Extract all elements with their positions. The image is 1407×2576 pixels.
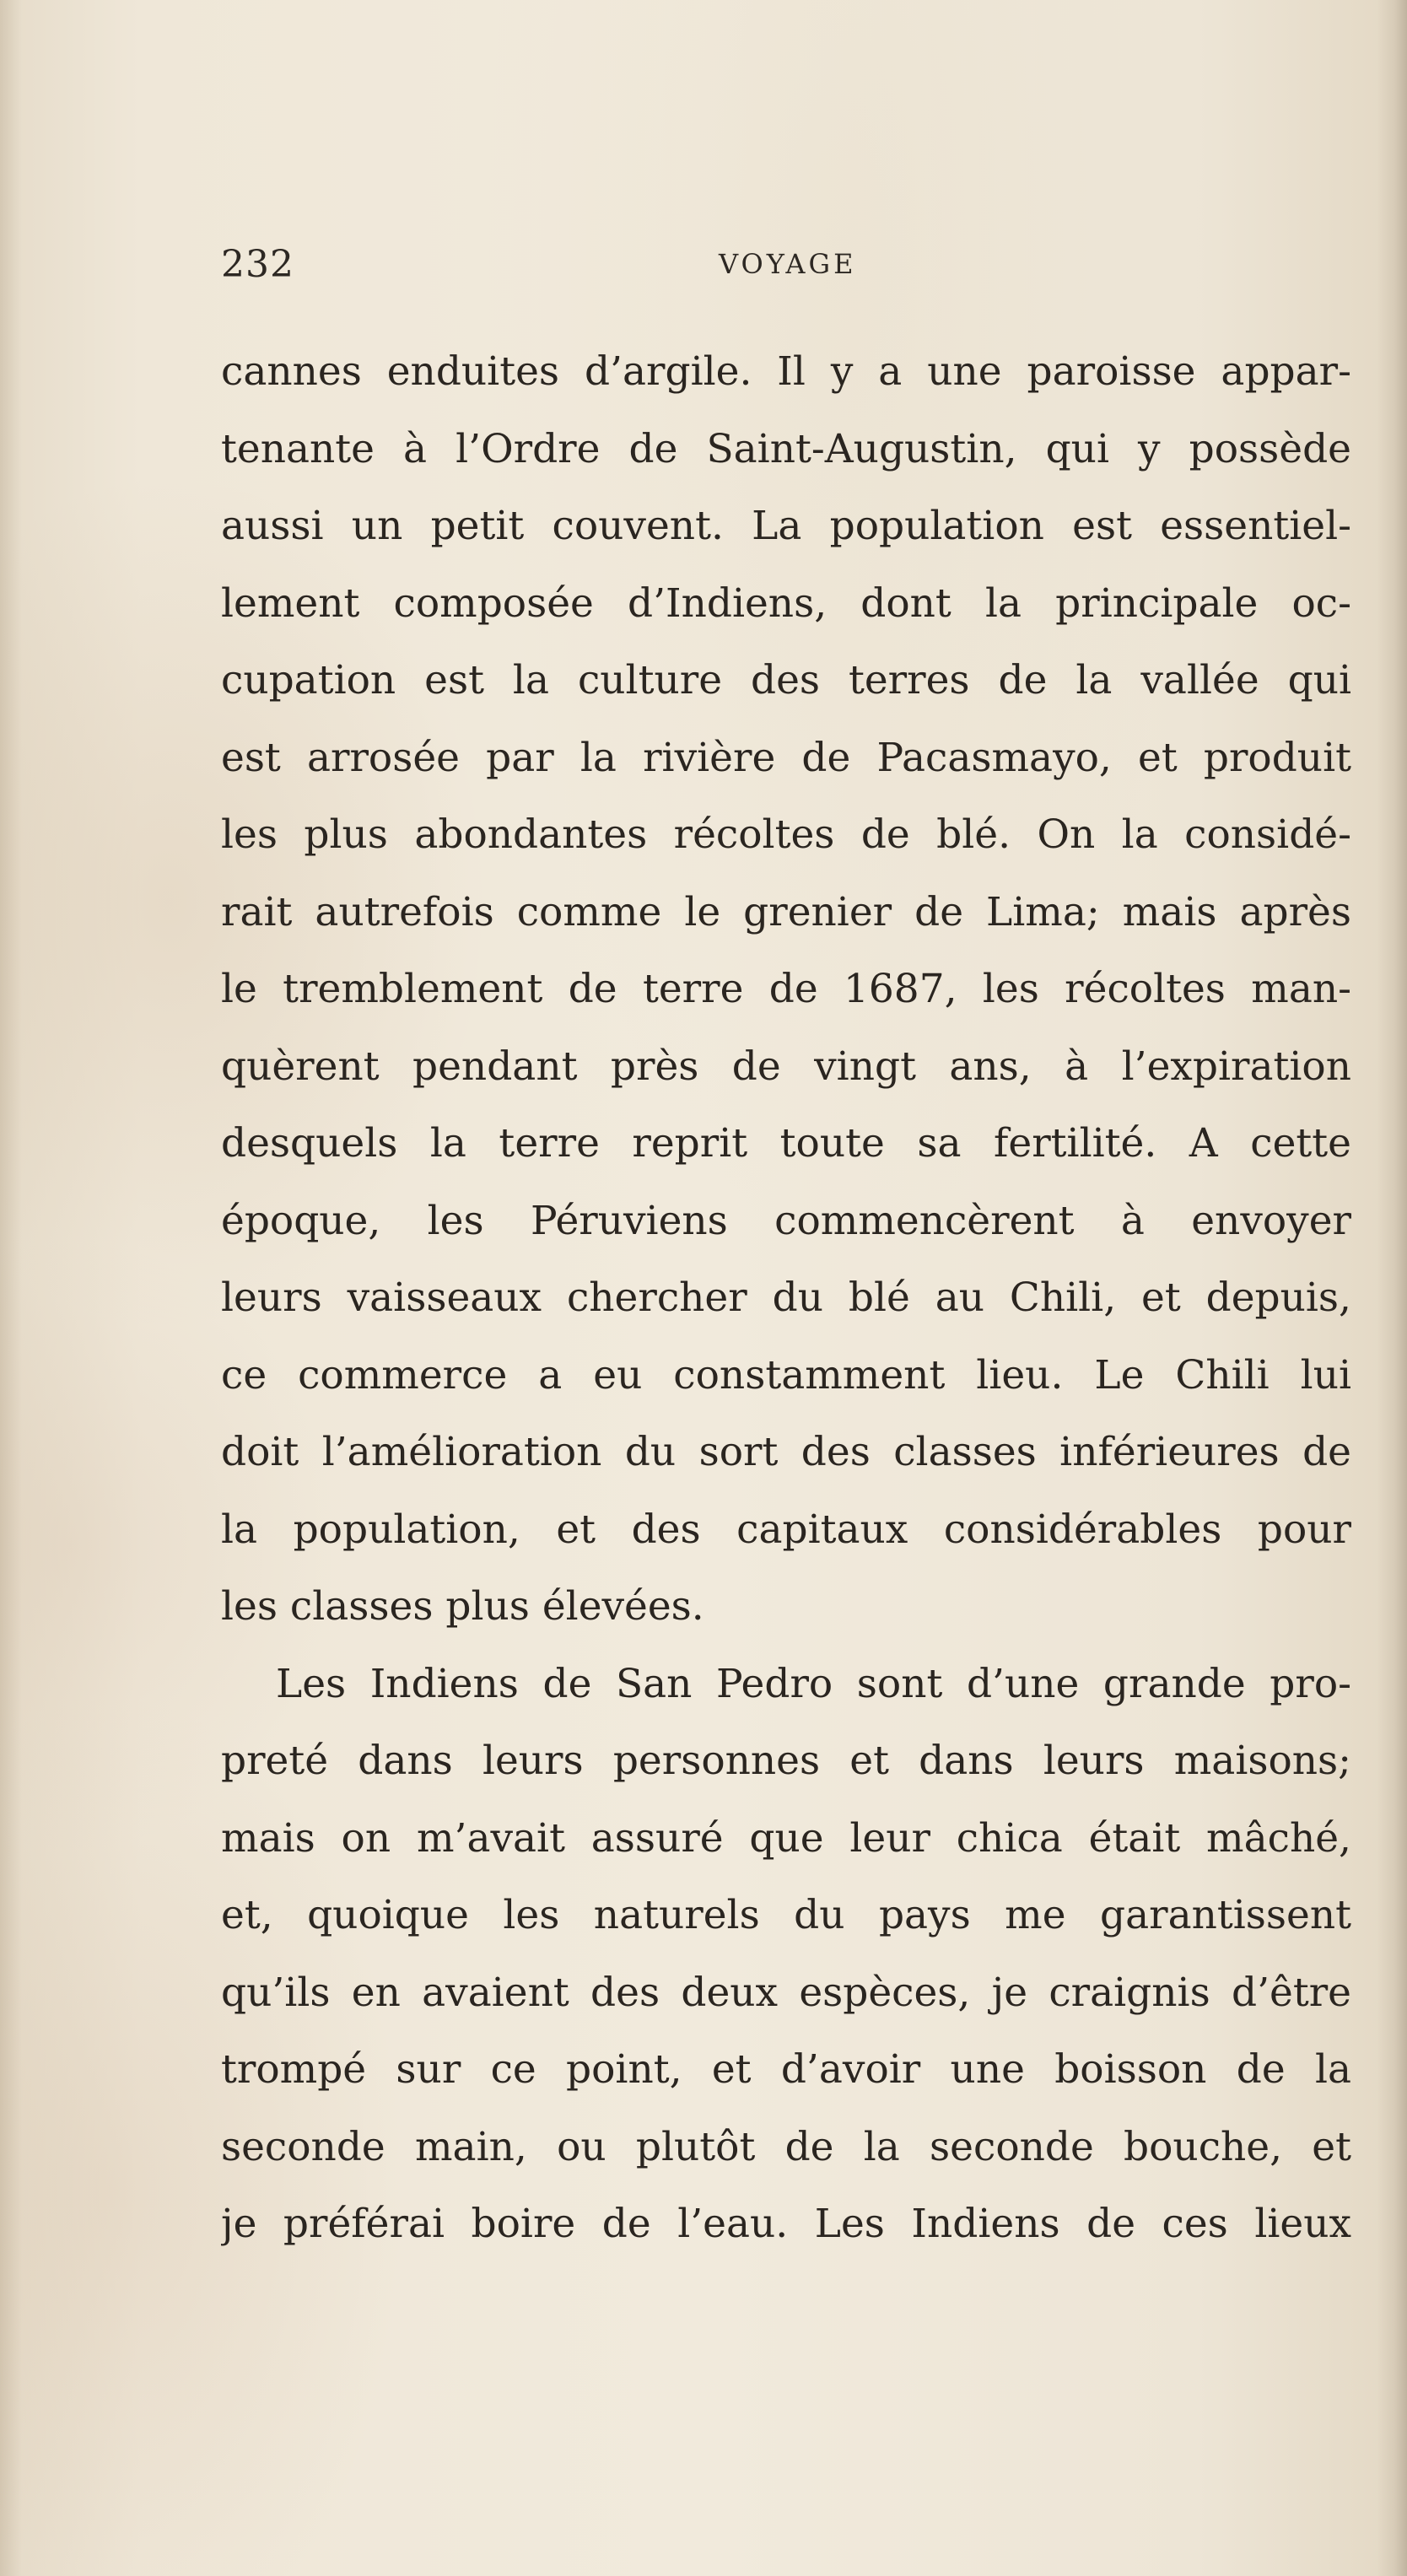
page-number: 232 [221, 243, 294, 286]
text-line: tenante à l’Ordre de Saint-Augustin, qui y possède [221, 425, 1351, 472]
text-line: aussi un petit couvent. La population est essentiel- [221, 503, 1351, 549]
paragraph-end-line: les classes plus élevées. [221, 1583, 704, 1630]
text-line: cupation est la culture des terres de la vallée qui [221, 657, 1351, 703]
text-line: la population, et des capitaux considérables pour [221, 1506, 1351, 1553]
text-line: leurs vaisseaux chercher du blé au Chili, et depuis, [221, 1275, 1351, 1321]
paragraph-start-line: Les Indiens de San Pedro sont d’une grande pro- [276, 1660, 1351, 1707]
text-line: les plus abondantes récoltes de blé. On la considé- [221, 811, 1351, 858]
text-line: qu’ils en avaient des deux espèces, je craignis d’être [221, 1969, 1351, 2016]
text-line: trompé sur ce point, et d’avoir une boisson de la [221, 2046, 1351, 2093]
text-line: mais on m’avait assuré que leur chica était mâché, [221, 1814, 1351, 1862]
text-line: rait autrefois comme le grenier de Lima; mais après [221, 888, 1351, 935]
page-edge-shadow [1377, 0, 1407, 2576]
text-line: lement composée d’Indiens, dont la principale oc- [221, 579, 1351, 627]
text-line: est arrosée par la rivière de Pacasmayo, et produit [221, 734, 1351, 781]
text-line: cannes enduites d’argile. Il y a une paroisse appar- [221, 348, 1351, 395]
text-line: quèrent pendant près de vingt ans, à l’expiration [221, 1043, 1351, 1090]
text-line: le tremblement de terre de 1687, les récoltes man- [221, 966, 1351, 1012]
running-head: VOYAGE [719, 248, 857, 280]
text-line: seconde main, ou plutôt de la seconde bouche, et [221, 2123, 1351, 2170]
text-line: ce commerce a eu constamment lieu. Le Chili lui [221, 1351, 1351, 1398]
text-line: desquels la terre reprit toute sa fertilité. A cette [221, 1120, 1351, 1167]
page-header [221, 243, 1351, 294]
text-line: je préférai boire de l’eau. Les Indiens de ces lieux [221, 2201, 1351, 2247]
text-line: preté dans leurs personnes et dans leurs maisons; [221, 1738, 1351, 1784]
text-line: doit l’amélioration du sort des classes inférieures de [221, 1429, 1351, 1475]
page-gutter-shadow [0, 0, 22, 2576]
text-line: époque, les Péruviens commencèrent à envoyer [221, 1197, 1351, 1244]
text-line: et, quoique les naturels du pays me garantissent [221, 1892, 1351, 1938]
body-text [221, 333, 1351, 2263]
